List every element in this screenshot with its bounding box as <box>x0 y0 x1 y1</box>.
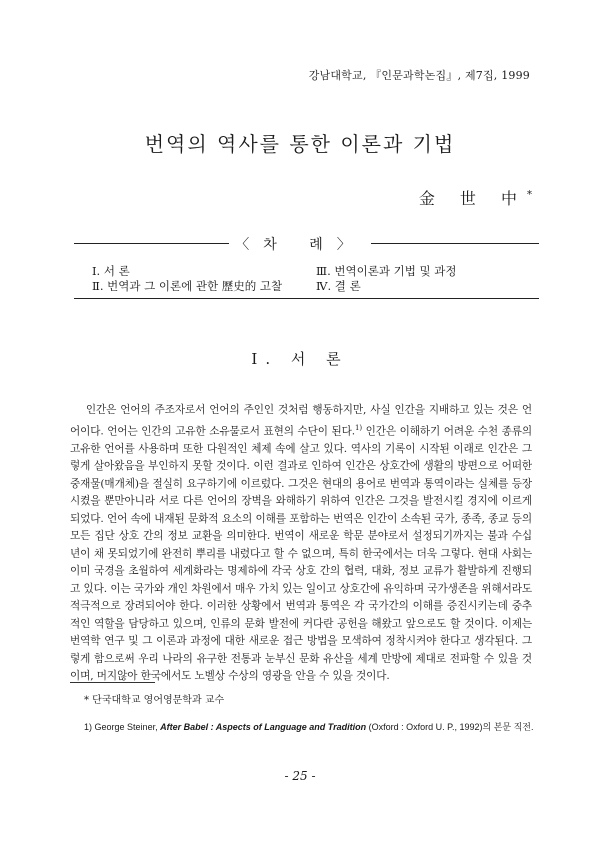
toc-right-bracket: 〉 <box>336 237 365 253</box>
toc-item-1: Ⅰ. 서 론 <box>92 264 130 278</box>
author-footnote-mark: * <box>527 189 532 201</box>
footnote-ref-1: 1) <box>355 423 363 432</box>
toc-heading-wrap <box>229 237 371 253</box>
footnote-1-author: George Steiner, <box>94 722 158 732</box>
footnote-1-rest: (Oxford : Oxford U. P., 1992)의 본문 직전. <box>368 722 534 732</box>
paper-title: 번역의 역사를 통한 이론과 기법 <box>144 132 456 156</box>
body-text-part-2: 인간은 이해하기 어려운 수천 종류의 고유한 언어를 사용하며 또한 다원적인 체제 속에 살고 있다. 역사의 기록이 시작된 이래로 인간은 그렇게 살아왔음을 부인하지 못할 것이다. 이런 결과로 인하여 인간은 상호간에 생활의 방편으로 어떠한 중재물(매개체)을 절실히 요구하기에 이르렀다. 그것은 현대의 용어로 번역과 통역이라는 실체를 등장시켰을 뿐만아니라 서로 다른 언어의 장벽을 와해하기 위하여 인간은 그것을 발전시킬 경지에 이르게 되었다. 언어 속에 내재된 문화적 요소의 이해를 포함하는 번역은 인간이 소속된 국가, 종족, 종교 등의 모든 집단 상호 간의 정보 교환을 의미한다. 번역이 새로운 학문 분야로서 설정되기까지는 불과 수십 년이 채 못되었기에 완전히 뿌리를 내렸다고 할 수 없으며, 특히 한국에서는 더욱 그렇다. 현대 사회는 이미 국경을 초월하여 세계화라는 명제하에 각국 상호 간의 협력, 대화, 정보 교류가 활발하게 진행되고 있다. 이는 국가와 개인 차원에서 매우 가치 있는 일이고 상호간에 유익하며 국가생존을 위해서라도 적극적으로 장려되어야 한다. 이러한 상황에서 번역과 통역은 각 국가간의 이해를 증진시키는데 중추적인 역할을 담당하고 있으며, 인류의 문화 발전에 커다란 공헌을 해왔고 앞으로도 할 것이다. 이제는 번역학 연구 및 그 이론과 과정에 대한 새로운 접근 방법을 모색하여 정착시켜야 한다고 생각된다. 그렇게 함으로써 우리 나라의 유구한 전통과 눈부신 문화 유산을 세계 만방에 제대로 전파할 수 있을 것이며, 머지않아 한국에서도 노벨상 수상의 영광을 안을 수 있을 것이다. <box>70 425 532 683</box>
footnote-1-title: After Babel : Aspects of Language and Tradition <box>160 722 367 732</box>
toc-bottom-rule <box>74 298 539 299</box>
body-text-part-1: 인간은 언어의 주조자로서 언어의 주인인 것처럼 행동하지만, 사실 인간을 지배하고 있는 것은 언어이다. 언어는 인간의 고유한 소유물로서 표현의 수단이 된다. <box>70 404 532 438</box>
author-name <box>419 186 532 209</box>
toc-item-2: Ⅱ. 번역과 그 이론에 관한 歷史的 고찰 <box>92 279 283 293</box>
author-text: 金 世 中 <box>418 189 527 208</box>
toc-item-4: Ⅳ. 결 론 <box>316 279 361 293</box>
footnote-1 <box>84 720 534 733</box>
page-number: - 25 - <box>284 769 316 783</box>
footnote-1-number: 1) <box>84 722 93 732</box>
section-heading: Ⅰ. 서 론 <box>251 350 349 368</box>
footnote-affiliation: * 단국대학교 영어영문학과 교수 <box>84 695 225 706</box>
toc-item-3: Ⅲ. 번역이론과 기법 및 과정 <box>316 264 457 278</box>
toc-heading-text: 차 례 <box>263 237 337 253</box>
body-paragraph <box>70 402 532 686</box>
toc-left-bracket: 〈 <box>235 237 264 253</box>
footnote-rule <box>70 682 155 683</box>
journal-citation: 강남대학교, 『인문과학논집』, 제7집, 1999 <box>308 69 530 82</box>
toc-heading <box>0 234 600 254</box>
